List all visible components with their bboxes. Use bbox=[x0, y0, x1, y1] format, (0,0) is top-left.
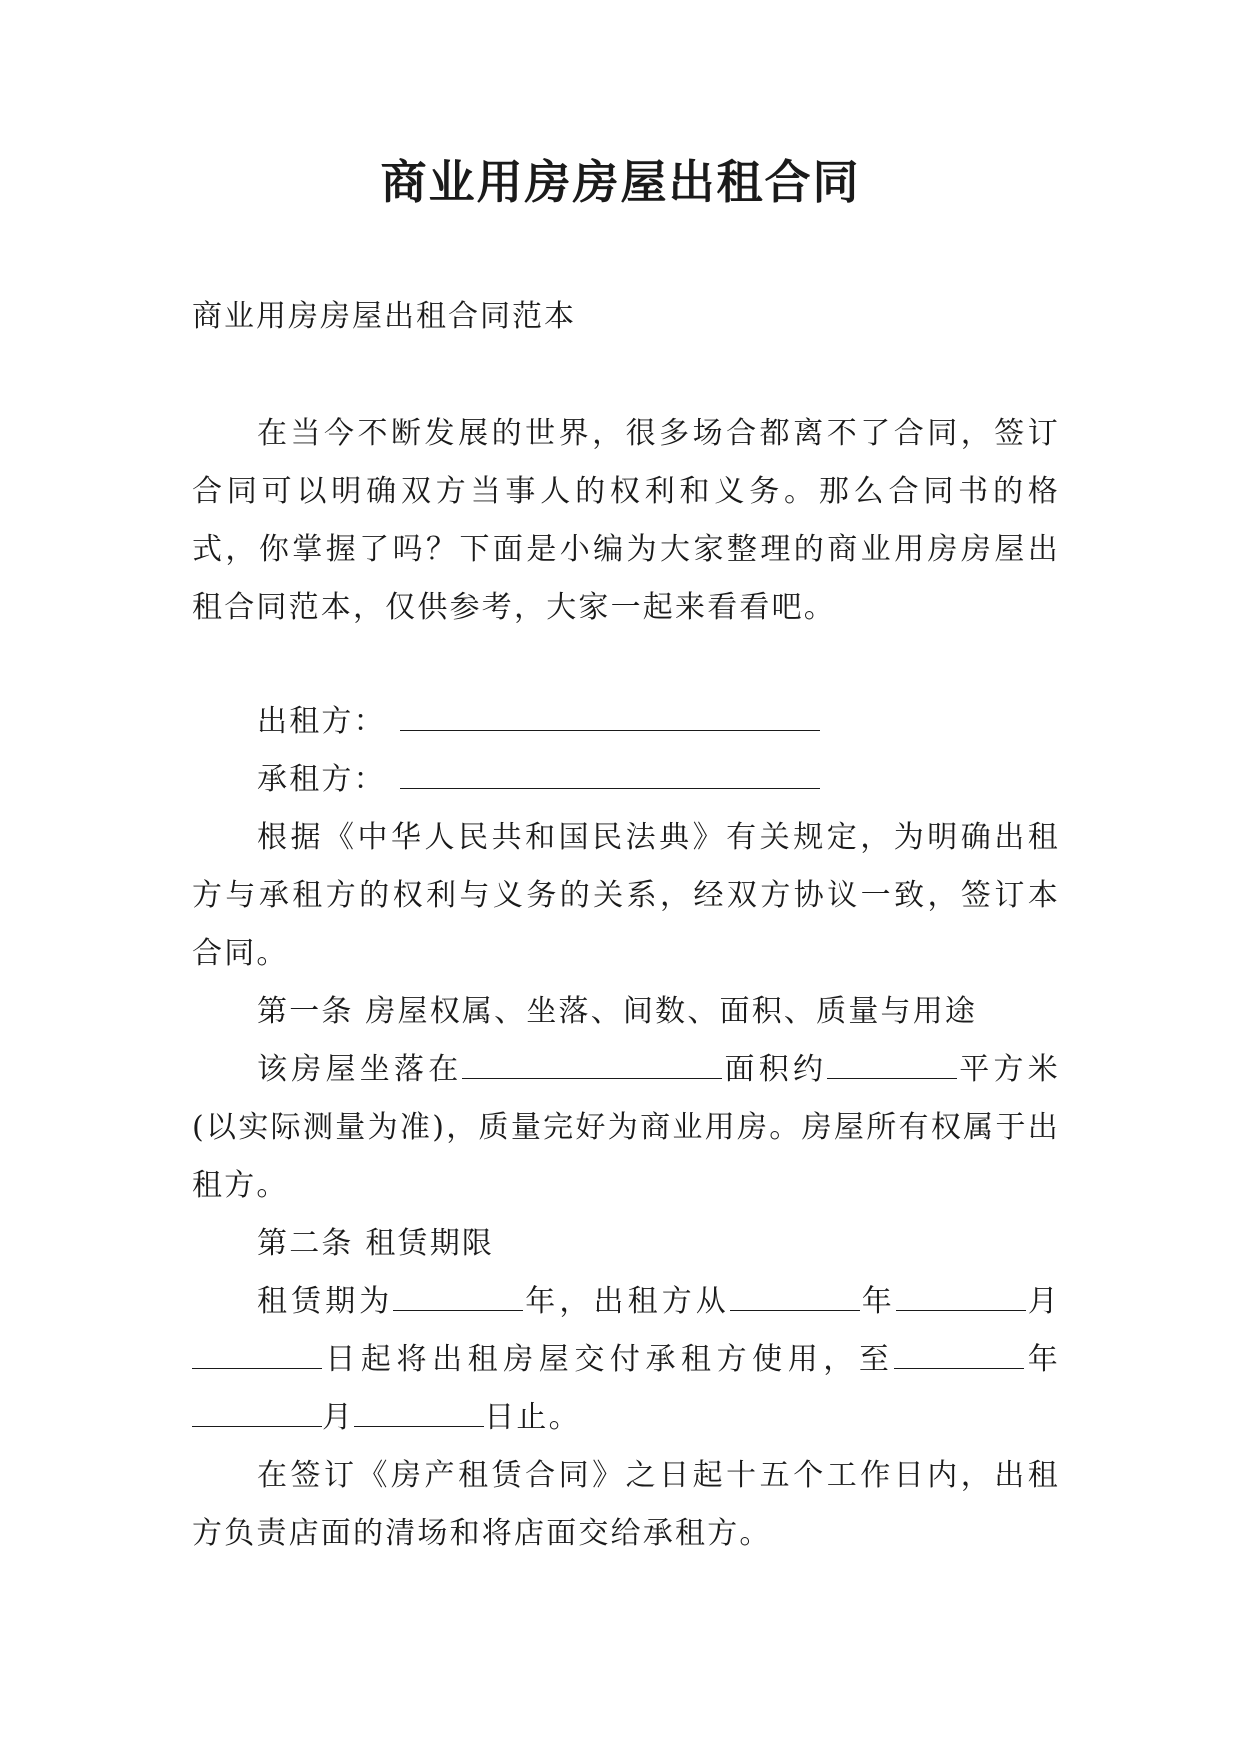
article1-text-c: 平方米(以实际测量为准)，质量完好为商业用房。房屋所有权属于出租方。 bbox=[192, 1052, 1060, 1203]
lessee-blank bbox=[400, 762, 820, 789]
start-year-blank bbox=[730, 1284, 860, 1311]
end-month-blank bbox=[192, 1400, 322, 1427]
article2-t2: 年，出租方从 bbox=[523, 1284, 730, 1319]
article1-text-a: 该房屋坐落在 bbox=[257, 1052, 463, 1087]
article2-t7: 月 bbox=[322, 1400, 355, 1435]
term-years-blank bbox=[393, 1284, 523, 1311]
article2-heading: 第二条 租赁期限 bbox=[257, 1226, 495, 1261]
article1-text-b: 面积约 bbox=[722, 1052, 828, 1087]
handover-paragraph: 在签订《房产租赁合同》之日起十五个工作日内，出租方负责店面的清场和将店面交给承租方。 bbox=[192, 1458, 1060, 1551]
document-subtitle: 商业用房房屋出租合同范本 bbox=[192, 299, 576, 334]
article2-t5: 日起将出租房屋交付承租方使用，至 bbox=[322, 1342, 895, 1377]
intro-paragraph: 在当今不断发展的世界，很多场合都离不了合同，签订合同可以明确双方当事人的权利和义务。那么合同书的格式，你掌握了吗？下面是小编为大家整理的商业用房房屋出租合同范本，仅供参考，大家一起来看看吧。 bbox=[192, 416, 1060, 625]
area-blank bbox=[827, 1052, 957, 1079]
lessor-label: 出租方： bbox=[257, 704, 386, 739]
lessee-line bbox=[192, 751, 1060, 809]
paragraph-gap bbox=[192, 637, 1060, 693]
article1-paragraph bbox=[192, 1041, 1060, 1215]
lessor-line bbox=[192, 693, 1060, 751]
basis-paragraph: 根据《中华人民共和国民法典》有关规定，为明确出租方与承租方的权利与义务的关系，经双方协议一致，签订本合同。 bbox=[192, 820, 1060, 971]
lessee-label: 承租方： bbox=[257, 762, 386, 797]
article2-t1: 租赁期为 bbox=[257, 1284, 394, 1319]
lessor-blank bbox=[400, 704, 820, 731]
article2-t8: 日止。 bbox=[484, 1400, 581, 1435]
article1-heading: 第一条 房屋权属、坐落、间数、面积、质量与用途 bbox=[257, 994, 978, 1029]
end-year-blank bbox=[894, 1342, 1024, 1369]
article2-paragraph bbox=[192, 1273, 1060, 1447]
end-day-blank bbox=[354, 1400, 484, 1427]
article2-t6: 年 bbox=[1024, 1342, 1061, 1377]
start-day-blank bbox=[192, 1342, 322, 1369]
document-body bbox=[192, 405, 1060, 1563]
location-blank bbox=[462, 1052, 722, 1079]
article2-t3: 年 bbox=[859, 1284, 896, 1319]
article2-t4: 月 bbox=[1025, 1284, 1061, 1319]
start-month-blank bbox=[896, 1284, 1026, 1311]
document-title: 商业用房房屋出租合同 bbox=[380, 155, 861, 209]
